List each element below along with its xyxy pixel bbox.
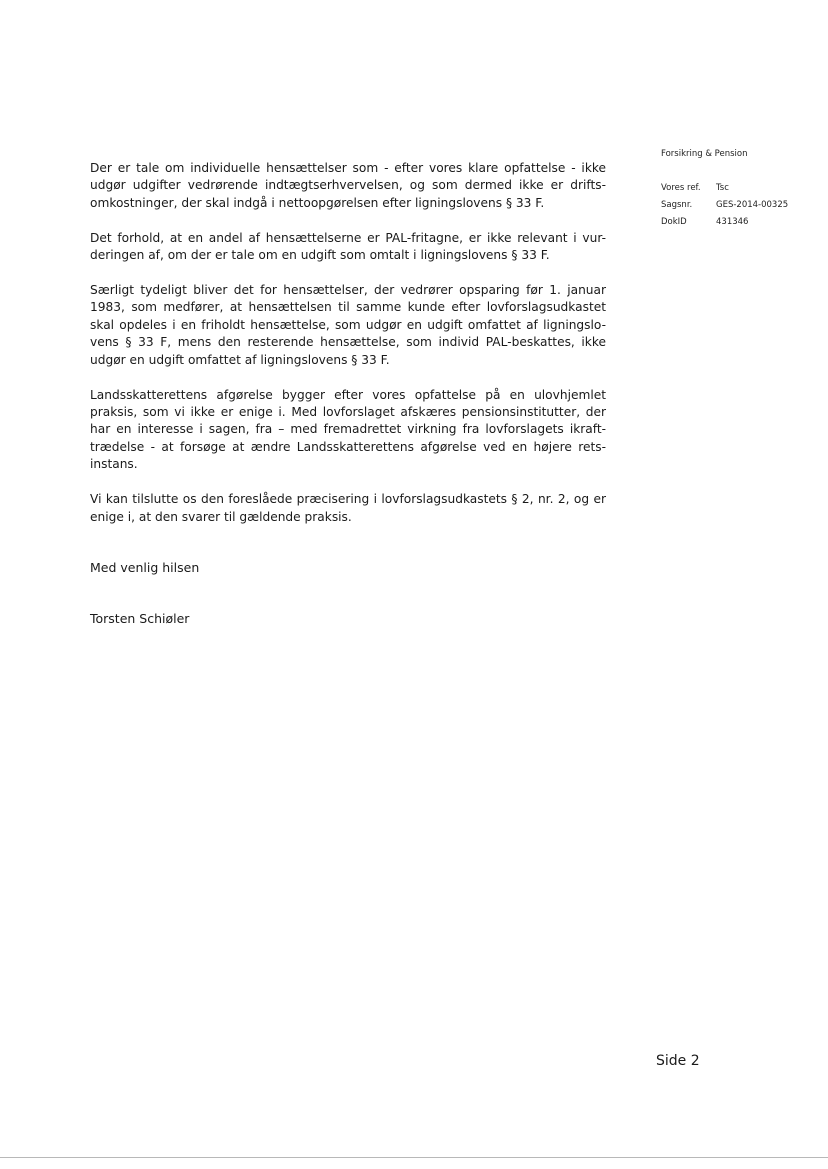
ref-value: GES-2014-00325 bbox=[716, 200, 789, 210]
ref-row-sagsnr bbox=[661, 197, 811, 214]
body-paragraph: Det forhold, at en andel af hensættelserne er PAL-fritagne, er ikke relevant i vur-deringen af, om der er tale om en udgift som omtalt i ligningslovens § 33 F. bbox=[90, 230, 606, 263]
ref-row-dokid bbox=[661, 214, 811, 231]
body-paragraph: Vi kan tilslutte os den foreslåede præcisering i lovforslagsudkastets § 2, nr. 2, og er enige i, at den svarer til gældende praksis. bbox=[90, 492, 606, 524]
body-paragraph: Der er tale om individuelle hensættelser som - efter vores klare opfattelse - ikke udgør udgifter vedrørende indtægtserhvervelsen, og som dermed ikke er drifts-omkostninger, der skal indgå i nettoopgørelsen efter ligningslovens § 33 F. bbox=[90, 161, 606, 210]
signatory-name: Torsten Schiøler bbox=[90, 611, 190, 626]
ref-label: Sagsnr. bbox=[661, 200, 693, 210]
reference-block bbox=[661, 146, 811, 231]
ref-value: 431346 bbox=[716, 217, 749, 227]
organization-name: Forsikring & Pension bbox=[661, 149, 748, 159]
body-paragraph: Særligt tydeligt bliver det for hensættelser, der vedrører opsparing før 1. januar 1983, som medfører, at hensættelsen til samme kunde efter lovforslagsudkastet skal opdeles i en friholdt hensættelse, som udgør en udgift omfattet af ligningslo-vens § 33 F, mens den resterende hensættelse, som individ PAL-beskattes, ikke udgør en udgift omfattet af ligningslovens § 33 F. bbox=[90, 283, 606, 367]
ref-value: Tsc bbox=[716, 183, 729, 193]
page-number: Side 2 bbox=[656, 1053, 700, 1069]
body-paragraph: Landsskatterettens afgørelse bygger efter vores opfattelse på en ulovhjemlet praksis, som vi ikke er enige i. Med lovforslaget afskæres pensionsinstitutter, der har en interesse i sagen, fra – med fremadrettet virkning fra lovforslagets ikraft-trædelse - at forsøge at ændre Landsskatterettens afgørelse ved en højere rets-instans. bbox=[90, 387, 606, 472]
ref-label: Vores ref. bbox=[661, 183, 701, 193]
ref-row-vores-ref bbox=[661, 180, 811, 197]
closing-phrase: Med venlig hilsen bbox=[90, 560, 200, 575]
scan-edge-line bbox=[0, 1157, 828, 1158]
letter-body bbox=[90, 160, 606, 543]
ref-label: DokID bbox=[661, 217, 687, 227]
